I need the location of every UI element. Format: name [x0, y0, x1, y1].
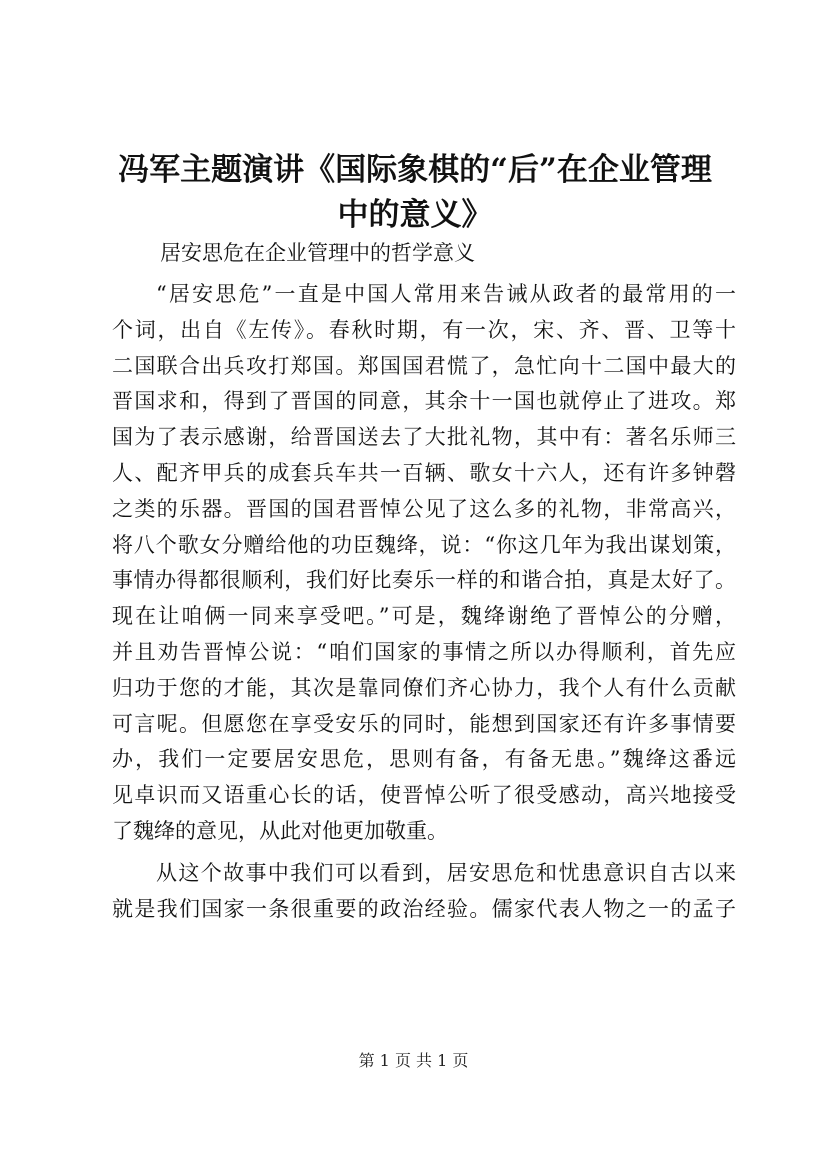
paragraph-line: 并且劝告晋悼公说：“咱们国家的事情之所以办得顺利，首先应	[112, 639, 736, 664]
document-title	[90, 148, 740, 238]
title-line-1: 冯军主题演讲《国际象棋的“后”在企业管理	[118, 152, 712, 188]
section-subtitle: 居安思危在企业管理中的哲学意义	[160, 241, 475, 265]
paragraph-line: 现在让咱俩一同来享受吧。”可是，魏绛谢绝了晋悼公的分赠，	[112, 604, 736, 629]
paragraph-line: “居安思危”一直是中国人常用来告诫从政者的最常用的一	[156, 282, 736, 306]
paragraph-line: 办，我们一定要居安思危，思则有备，有备无患。”魏绛这番远	[112, 747, 736, 772]
page-footer: 第 1 页 共 1 页	[358, 1051, 469, 1070]
paragraph-line: 就是我们国家一条很重要的政治经验。儒家代表人物之一的孟子	[112, 896, 736, 921]
paragraph-line: 将八个歌女分赠给他的功臣魏绛，说：“你这几年为我出谋划策，	[112, 532, 736, 557]
title-line-2: 中的意义》	[337, 197, 493, 233]
paragraph-line: 从这个故事中我们可以看到，居安思危和忧患意识自古以来	[156, 860, 736, 885]
paragraph-line: 之类的乐器。晋国的国君晋悼公见了这么多的礼物，非常高兴，	[112, 496, 736, 521]
paragraph-line: 晋国求和，得到了晋国的同意，其余十一国也就停止了进攻。郑	[112, 389, 736, 414]
paragraph-2	[112, 856, 736, 928]
paragraph-line: 人、配齐甲兵的成套兵车共一百辆、歌女十六人，还有许多钟磬	[112, 460, 736, 485]
paragraph-line: 了魏绛的意见，从此对他更加敬重。	[112, 818, 448, 843]
body-text	[112, 277, 736, 927]
paragraph-line: 国为了表示感谢，给晋国送去了大批礼物，其中有：著名乐师三	[112, 425, 736, 450]
paragraph-line: 见卓识而又语重心长的话，使晋悼公听了很受感动，高兴地接受	[112, 783, 736, 808]
paragraph-1	[112, 277, 736, 850]
paragraph-line: 归功于您的才能，其次是靠同僚们齐心协力，我个人有什么贡献	[112, 675, 736, 700]
paragraph-line: 可言呢。但愿您在享受安乐的同时，能想到国家还有许多事情要	[112, 711, 736, 736]
paragraph-line: 个词，出自《左传》。春秋时期，有一次，宋、齐、晋、卫等十	[112, 317, 736, 342]
paragraph-line: 二国联合出兵攻打郑国。郑国国君慌了，急忙向十二国中最大的	[112, 353, 736, 378]
paragraph-line: 事情办得都很顺利，我们好比奏乐一样的和谐合拍，真是太好了。	[112, 568, 736, 593]
